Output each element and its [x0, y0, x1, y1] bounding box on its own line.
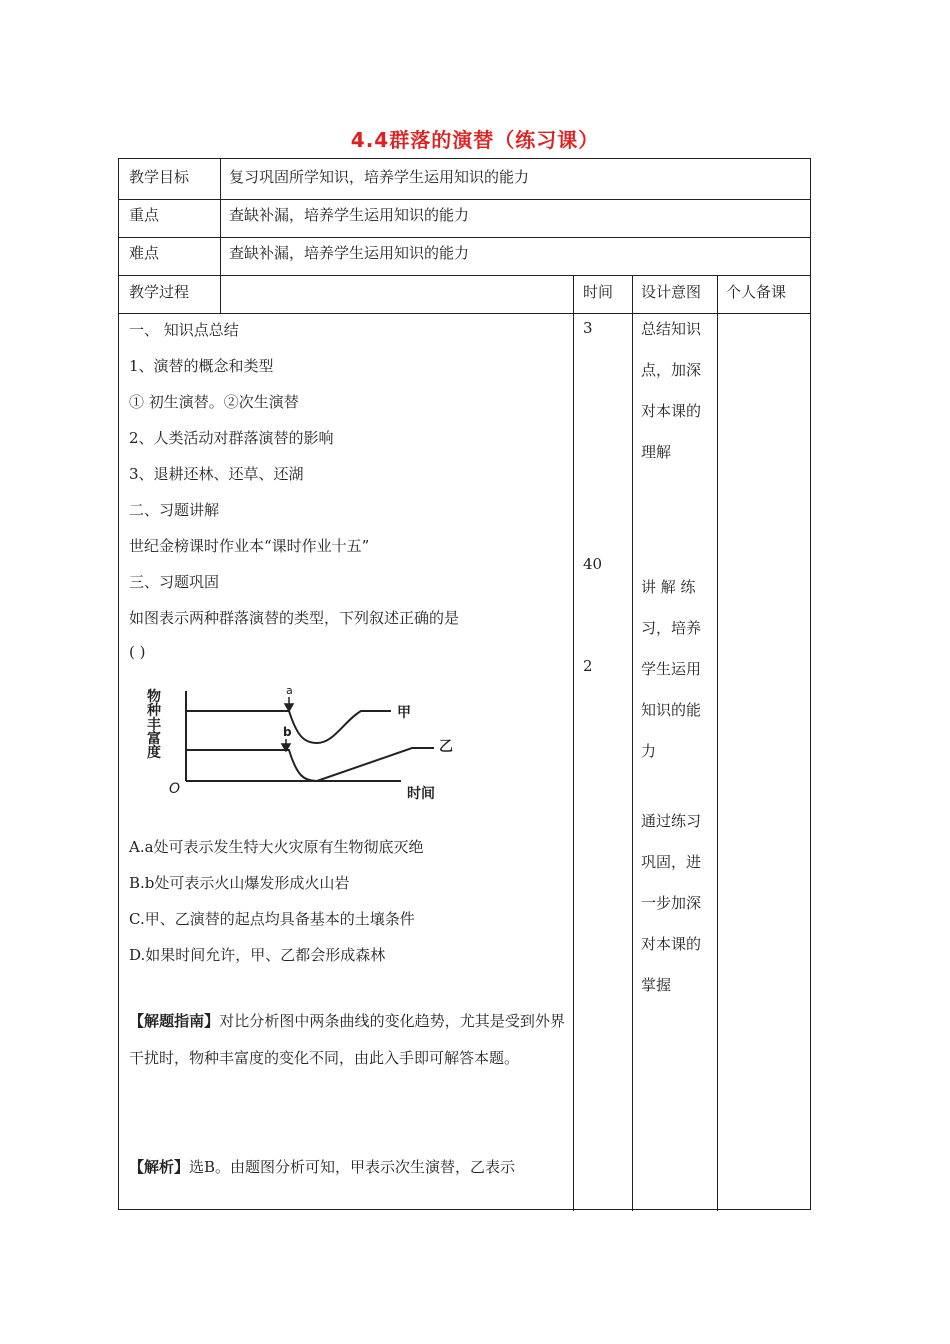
- difficult-point-label: 难点: [129, 244, 160, 262]
- time-value: 2: [583, 657, 593, 675]
- goal-value: 复习巩固所学知识，培养学生运用知识的能力: [229, 168, 530, 186]
- y-axis-label-char: 度: [147, 745, 161, 761]
- process-line: 1、演替的概念和类型: [129, 357, 274, 375]
- process-line: 世纪金榜课时作业本“课时作业十五”: [129, 537, 370, 555]
- origin-label: O: [169, 781, 181, 797]
- key-point-value: 查缺补漏，培养学生运用知识的能力: [229, 206, 470, 224]
- column-divider: [632, 275, 633, 1211]
- question-text: 如图表示两种群落演替的类型，下列叙述正确的是: [129, 609, 460, 627]
- x-axis-label: 时间: [407, 786, 435, 801]
- column-divider: [573, 275, 574, 1211]
- guide-text: 对比分析图中两条曲线的变化趋势，尤其是受到外界干扰时，物种丰富度的变化不同，由此入手即可解答本题。: [129, 1012, 565, 1067]
- question-paren: ( ): [129, 643, 146, 661]
- section-heading: 三、习题巩固: [129, 573, 220, 591]
- design-intent-2: 讲 解 练 习，培养 学生运用 知识的能 力: [641, 578, 702, 760]
- analysis-label: 【解析】: [129, 1158, 190, 1176]
- process-line: ① 初生演替。②次生演替: [129, 393, 299, 411]
- marker-a-label: a: [286, 684, 293, 697]
- lesson-plan-table: [118, 158, 811, 1210]
- succession-graph: [139, 681, 469, 801]
- time-value: 40: [583, 555, 603, 573]
- analysis-text: 选B。由题图分析可知，甲表示次生演替，乙表示: [189, 1158, 516, 1176]
- section-heading: 一、 知识点总结: [129, 321, 239, 339]
- design-intent-1: 总结知识 点，加深 对本课的 理解: [641, 320, 702, 461]
- key-point-label: 重点: [129, 206, 160, 224]
- process-line: 2、人类活动对群落演替的影响: [129, 429, 334, 447]
- arrow-a: [285, 704, 293, 711]
- y-axis-label-char: 丰: [147, 717, 161, 733]
- column-divider: [220, 159, 221, 313]
- curve-yi: [186, 748, 434, 781]
- process-line: 3、退耕还林、还草、还湖: [129, 465, 304, 483]
- row-divider: [119, 275, 810, 276]
- curve-jia-label: 甲: [397, 705, 411, 721]
- page-title: 4.4群落的演替（练习课）: [350, 128, 600, 152]
- marker-b-label: b: [283, 725, 292, 739]
- option-b: B.b处可表示火山爆发形成火山岩: [129, 874, 350, 892]
- header-intent: 设计意图: [641, 283, 702, 301]
- curve-yi-label: 乙: [439, 739, 453, 755]
- y-axis-label-char: 种: [147, 703, 161, 719]
- column-divider: [717, 275, 718, 1211]
- header-process: 教学过程: [129, 283, 190, 301]
- goal-label: 教学目标: [129, 168, 190, 186]
- header-personal: 个人备课: [726, 283, 787, 301]
- analysis: [129, 1149, 565, 1186]
- row-divider: [119, 199, 810, 200]
- option-a: A.a处可表示发生特大火灾原有生物彻底灭绝: [129, 838, 424, 856]
- guide-label: 【解题指南】: [129, 1012, 220, 1030]
- row-divider: [119, 237, 810, 238]
- option-c: C.甲、乙演替的起点均具备基本的土壤条件: [129, 910, 415, 928]
- solution-guide: [129, 1003, 565, 1077]
- difficult-point-value: 查缺补漏，培养学生运用知识的能力: [229, 244, 470, 262]
- time-value: 3: [583, 319, 593, 337]
- section-heading: 二、习题讲解: [129, 501, 220, 519]
- y-axis-label-char: 物: [147, 689, 161, 705]
- y-axis-label-char: 富: [147, 731, 161, 747]
- option-d: D.如果时间允许，甲、乙都会形成森林: [129, 946, 386, 964]
- header-time: 时间: [583, 283, 614, 301]
- design-intent-3: 通过练习 巩固，进 一步加深 对本课的 掌握: [641, 812, 702, 994]
